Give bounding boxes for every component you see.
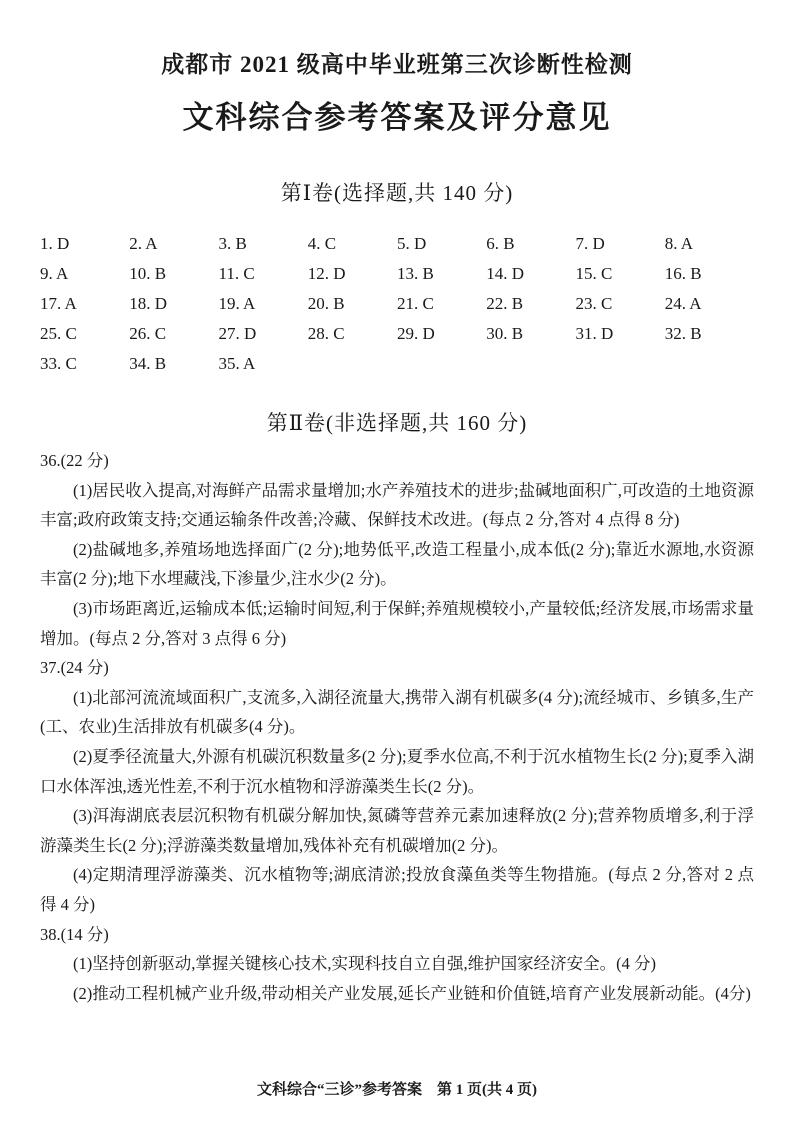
section2-heading: 第Ⅱ卷(非选择题,共 160 分) bbox=[266, 411, 528, 435]
answer-cell: 30. B bbox=[486, 324, 524, 343]
answer-key-grid bbox=[40, 229, 754, 379]
answer-cell: 18. D bbox=[129, 294, 168, 313]
answer-cell: 19. A bbox=[218, 294, 256, 313]
answer-cell: 1. D bbox=[40, 234, 70, 253]
page-footer bbox=[0, 1078, 794, 1099]
answer-cell: 2. A bbox=[129, 234, 158, 253]
question-38-answer-1: (1)坚持创新驱动,掌握关键核心技术,实现科技自立自强,维护国家经济安全。(4 分) bbox=[73, 954, 656, 974]
answer-cell: 24. A bbox=[664, 294, 702, 313]
question-37-answer-4: (4)定期清理浮游藻类、沉水植物等;湖底清淤;投放食藻鱼类等生物措施。(每点 2 分,答对 2 点得 4 分) bbox=[40, 865, 754, 914]
answer-cell: 23. C bbox=[575, 294, 613, 313]
answer-cell: 12. D bbox=[307, 264, 346, 283]
question-36-block bbox=[40, 446, 754, 653]
answers-body bbox=[40, 446, 754, 1008]
answer-cell: 25. C bbox=[40, 324, 77, 343]
answer-cell: 11. C bbox=[218, 264, 255, 283]
answer-cell: 32. B bbox=[664, 324, 702, 343]
question-36-answer-2: (2)盐碱地多,养殖场地选择面广(2 分);地势低平,改造工程量小,成本低(2 分);靠近水源地,水资源丰富(2 分);地下水埋藏浅,下渗量少,注水少(2 分)。 bbox=[40, 539, 754, 589]
answer-cell: 22. B bbox=[486, 294, 524, 313]
question-37-block bbox=[40, 653, 754, 919]
question-38-number: 38.(14 分) bbox=[40, 924, 109, 944]
answer-cell: 26. C bbox=[129, 324, 167, 343]
answer-cell: 9. A bbox=[40, 264, 69, 283]
answer-cell: 13. B bbox=[397, 264, 434, 283]
question-36-answer-3: (3)市场距离近,运输成本低;运输时间短,利于保鲜;养殖规模较小,产量较低;经济发展,市场需求量增加。(每点 2 分,答对 3 点得 6 分) bbox=[40, 598, 754, 648]
answer-cell: 31. D bbox=[575, 324, 614, 343]
answer-cell: 7. D bbox=[575, 234, 605, 253]
doc-title: 成都市 2021 级高中毕业班第三次诊断性检测 bbox=[161, 52, 633, 77]
footer-text: 文科综合“三诊”参考答案 第 1 页(共 4 页) bbox=[257, 1082, 537, 1098]
answer-cell: 33. C bbox=[40, 354, 77, 373]
question-38-block bbox=[40, 920, 754, 1009]
answer-cell: 34. B bbox=[129, 354, 167, 373]
question-38-answer-2: (2)推动工程机械产业升级,带动相关产业发展,延长产业链和价值链,培育产业发展新动能。(4分) bbox=[73, 983, 751, 1003]
answer-cell: 10. B bbox=[129, 264, 167, 283]
section1-heading: 第Ⅰ卷(选择题,共 140 分) bbox=[280, 181, 514, 205]
question-36-answer-1: (1)居民收入提高,对海鲜产品需求量增加;水产养殖技术的进步;盐碱地面积广,可改造的土地资源丰富;政府政策支持;交通运输条件改善;冷藏、保鲜技术改进。(每点 2 分,答对 4 点得 8 分) bbox=[40, 480, 754, 530]
question-37-answer-2: (2)夏季径流量大,外源有机碳沉积数量多(2 分);夏季水位高,不利于沉水植物生长(2 分);夏季入湖口水体浑浊,透光性差,不利于沉水植物和浮游藻类生长(2 分)。 bbox=[40, 746, 754, 796]
answer-cell: 15. C bbox=[575, 264, 613, 283]
answer-cell: 3. B bbox=[218, 234, 247, 253]
answer-cell: 29. D bbox=[397, 324, 435, 343]
question-37-answer-3: (3)洱海湖底表层沉积物有机碳分解加快,氮磷等营养元素加速释放(2 分);营养物质增多,利于浮游藻类生长(2 分);浮游藻类数量增加,残体补充有机碳增加(2 分)。 bbox=[40, 806, 754, 855]
doc-subtitle: 文科综合参考答案及评分意见 bbox=[182, 100, 612, 135]
answer-cell: 28. C bbox=[307, 324, 345, 343]
answer-cell: 8. A bbox=[664, 234, 694, 253]
question-36-number: 36.(22 分) bbox=[40, 451, 109, 470]
answer-cell: 27. D bbox=[218, 324, 257, 343]
answer-cell: 6. B bbox=[486, 234, 515, 253]
answer-cell: 21. C bbox=[397, 294, 434, 313]
answer-cell: 35. A bbox=[218, 354, 256, 373]
answer-cell: 20. B bbox=[307, 294, 345, 313]
answer-cell: 4. C bbox=[307, 234, 337, 253]
answer-cell: 14. D bbox=[486, 264, 525, 283]
answer-cell: 17. A bbox=[40, 294, 77, 313]
question-37-number: 37.(24 分) bbox=[40, 658, 109, 678]
question-37-answer-1: (1)北部河流流域面积广,支流多,入湖径流量大,携带入湖有机碳多(4 分);流经城市、乡镇多,生产(工、农业)生活排放有机碳多(4 分)。 bbox=[40, 687, 754, 737]
answer-cell: 16. B bbox=[664, 264, 702, 283]
answer-cell: 5. D bbox=[397, 234, 427, 253]
